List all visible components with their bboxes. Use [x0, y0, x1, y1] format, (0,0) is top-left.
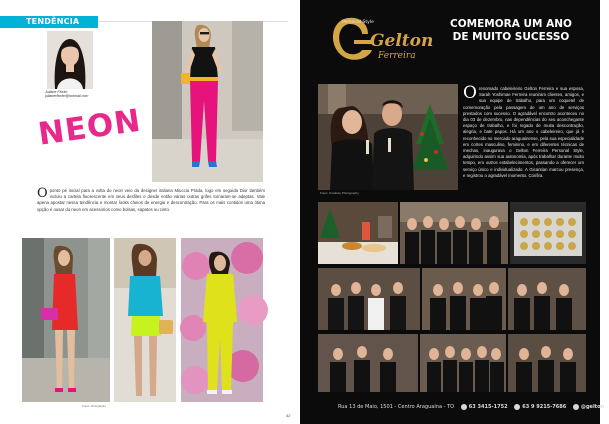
left-page [0, 0, 300, 424]
event-photo-group-2 [318, 268, 420, 330]
article-title: NEON [36, 102, 144, 153]
section-tag: TENDÊNCIA [0, 16, 98, 28]
event-photo-buffet [318, 202, 398, 264]
event-article-body [463, 83, 584, 179]
event-photo-group-4 [508, 268, 586, 330]
fashion-photo-yellow-suit [181, 238, 263, 402]
columnist-name: Juliane Fiorim [45, 90, 68, 94]
photo-credit: Fotos: Divulgação [82, 404, 107, 408]
right-page [300, 0, 605, 424]
article-body [37, 188, 265, 213]
footer-address: Rua 13 de Maio, 1501 - Centro Araguaína - TO [338, 404, 455, 410]
event-photo-group-7 [508, 334, 586, 392]
fashion-photo-pink-trousers [152, 21, 263, 182]
event-photo-group-1 [400, 202, 508, 264]
gelton-logo [328, 14, 434, 68]
event-photo-group-5 [318, 334, 418, 392]
event-article-text: renomado cabeleireiro Gelton Ferreira e sua esposa, Sarah Yoshimae Ferreira reuniram clientes, amigos, e sua equipe de trabalho, para um coquetel de comemoração pela passagem de um ano de serviços prestados com sucesso. O agradável encontro aconteceu no dia 03 de dezembro, nas dependências do seu aconchegante espaço de trabalho, e foi regado de muita descontração, alegria, e bate papos. Há um ano o cabeleireiro, que já é reconhecido no mercado araguainense, pela sua especialidade em cortes masculino, feminino, e em diferentes técnicas de mechas, inaugurava o Gelton Ferreira Personal Style, adquirindo assim sua autonomia, após trabalhar durante muito tempo, em outros estabelecimentos, passando a oferecer um serviço único e individualizado. A Gicantian marcou presença, e registrou o agradável momento. Confira. [463, 86, 584, 178]
event-article-dropcap: O [463, 83, 477, 103]
phone-icon [461, 404, 467, 410]
event-photo-group-3 [422, 268, 506, 330]
fashion-photo-turquoise-top [114, 238, 176, 402]
portrait-caption [45, 90, 105, 98]
event-photo-group-6 [420, 334, 506, 392]
whatsapp-icon [514, 404, 520, 410]
article-dropcap: O [37, 186, 48, 201]
headline-line-2: DE MUITO SUCESSO [452, 31, 570, 43]
hero-photo-couple [318, 84, 458, 190]
fashion-photo-red-dress [22, 238, 110, 402]
contact-footer [338, 401, 605, 413]
footer-phone-2: 63 9 9215-7686 [522, 404, 567, 410]
headline-line-1: COMEMORA UM ANO [450, 18, 572, 30]
event-photo-food [510, 202, 586, 264]
logo-small-text: Personal Style [342, 20, 374, 25]
article-body-text: ponto pé inicial para a volta do neon veio da designer italiana Miuccia Prada, logo em seguida Dior também incluiu a cartela fluorescente em seus desfiles e desde então várias outras grifes tornaram-se adeptas. Vale apena apostar nessa tendência e montar looks cheios de energia e descontração. Para os mais contidos uma ótima opção é ousar do neon em acessórios como bolsas, sapatos ou cinto. [37, 188, 265, 212]
columnist-email: julianerfiorim@hotmail.com [45, 94, 89, 99]
footer-social: @gelton [580, 404, 605, 410]
footer-phone-1: 63 3415-1752 [468, 404, 508, 410]
article-headline [438, 18, 584, 44]
page-number: 42 [286, 413, 291, 418]
instagram-icon [573, 404, 579, 410]
columnist-portrait [47, 31, 93, 89]
logo-main-text: Gelton [370, 31, 434, 51]
hero-photo-credit: Fotos: Karafeity Photography [320, 191, 359, 195]
logo-sub-text: Ferreira [378, 51, 416, 61]
